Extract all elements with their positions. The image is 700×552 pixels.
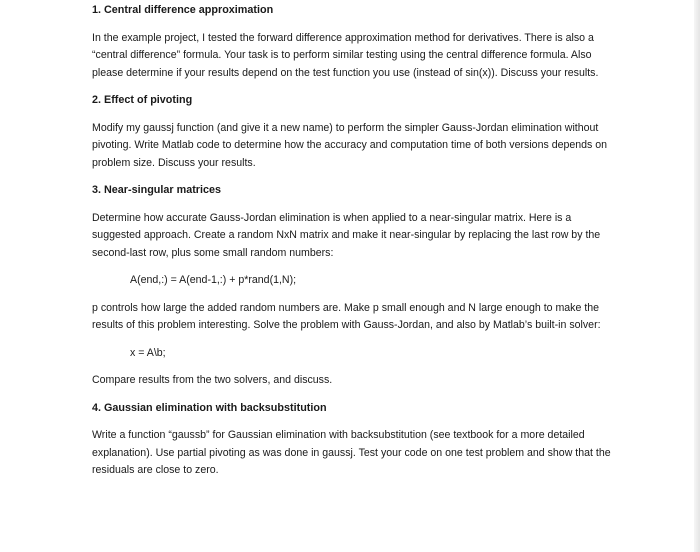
- section-4-heading: 4. Gaussian elimination with backsubstitution: [92, 401, 327, 414]
- section-4-paragraph: Write a function “gaussb” for Gaussian elimination with backsubstitution (see textbook for a more detailed explanation). Use partial pivoting as was done in gaussj. Test your code on one test problem and show that the residuals are close to zero.: [92, 429, 611, 476]
- section-2-paragraph: Modify my gaussj function (and give it a new name) to perform the simpler Gauss-Jordan elimination without pivoting. Write Matlab code to determine how the accuracy and computation time of both versions depends on problem size. Discuss your results.: [92, 121, 608, 169]
- section-3-paragraph-intro: Determine how accurate Gauss-Jordan elimination is when applied to a near-singular matrix. Here is a suggested approach. Create a random NxN matrix and make it near-singular by replacing the last row by the second-last row, plus some small random numbers:: [92, 211, 601, 259]
- code-line-backslash-solve: x = A\b;: [130, 346, 166, 359]
- section-2-heading: 2. Effect of pivoting: [92, 94, 193, 106]
- section-1-paragraph: In the example project, I tested the forward difference approximation method for derivatives. There is also a “central difference” formula. Your task is to perform similar testing using the central difference formula. Also please determine if your results depend on the test function you use (instead of sin(x)). Discuss your results.: [92, 31, 599, 79]
- section-3-heading: 3. Near-singular matrices: [92, 184, 222, 196]
- section-1-heading: 1. Central difference approximation: [92, 4, 274, 16]
- code-line-near-singular: A(end,:) = A(end-1,:) + p*rand(1,N);: [130, 274, 297, 286]
- page-edge-shadow: [694, 0, 700, 552]
- document-content: [92, 2, 612, 480]
- section-3-paragraph-compare: Compare results from the two solvers, and discuss.: [92, 374, 333, 386]
- section-3-paragraph-p-controls: p controls how large the added random numbers are. Make p small enough and N large enough to make the results of this problem interesting. Solve the problem with Gauss-Jordan, and also by Matlab’s built-in solver:: [92, 301, 601, 331]
